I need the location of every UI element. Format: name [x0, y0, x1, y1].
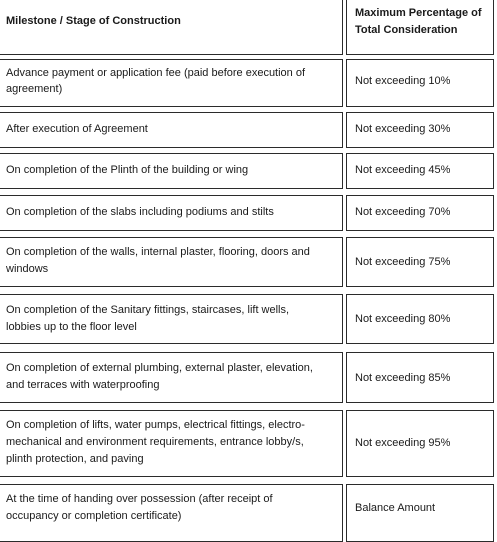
table-row [0, 352, 497, 403]
table-row [0, 112, 497, 148]
table-row [0, 484, 497, 542]
percentage-cell [346, 59, 494, 107]
header-percentage-label-line2: Total Consideration [355, 24, 458, 36]
milestone-text: windows [6, 263, 49, 275]
milestone-text: On completion of the walls, internal plaster, flooring, doors and [6, 246, 310, 258]
milestone-cell [0, 484, 343, 542]
table-row [0, 294, 497, 344]
percentage-text: Not exceeding 85% [355, 372, 451, 384]
table-row [0, 195, 497, 231]
milestone-cell [0, 410, 343, 477]
table-row [0, 410, 497, 477]
percentage-cell [346, 484, 494, 542]
milestone-text: On completion of the Sanitary fittings, staircases, lift wells, [6, 304, 290, 316]
milestone-text: Advance payment or application fee (paid before execution of [6, 67, 306, 79]
table-row [0, 59, 497, 107]
table-row [0, 237, 497, 287]
milestone-text: and terraces with waterproofing [6, 379, 160, 391]
header-cell-milestone [0, 0, 343, 55]
milestone-cell [0, 59, 343, 107]
table-row [0, 153, 497, 189]
header-milestone-label: Milestone / Stage of Construction [6, 15, 181, 27]
percentage-text: Not exceeding 80% [355, 313, 451, 325]
milestone-cell [0, 237, 343, 287]
milestone-text: mechanical and environment requirements, entrance lobby/s, [6, 436, 304, 448]
percentage-cell [346, 195, 494, 231]
table-header-row [0, 0, 497, 55]
milestone-text: agreement) [6, 83, 63, 95]
milestone-cell [0, 352, 343, 403]
percentage-text: Not exceeding 70% [355, 206, 451, 218]
percentage-cell [346, 153, 494, 189]
percentage-text: Not exceeding 95% [355, 437, 451, 449]
milestone-text: occupancy or completion certificate) [6, 510, 182, 522]
milestone-cell [0, 153, 343, 189]
milestone-cell [0, 195, 343, 231]
milestone-cell [0, 294, 343, 344]
milestone-text: lobbies up to the floor level [6, 321, 137, 333]
milestone-text: On completion of external plumbing, external plaster, elevation, [6, 362, 313, 374]
milestone-text: At the time of handing over possession (after receipt of [6, 493, 273, 505]
percentage-cell [346, 294, 494, 344]
percentage-text: Not exceeding 30% [355, 123, 451, 135]
milestone-text: On completion of the slabs including podiums and stilts [6, 206, 274, 218]
percentage-text: Balance Amount [355, 502, 436, 514]
percentage-text: Not exceeding 75% [355, 256, 451, 268]
milestone-text: After execution of Agreement [6, 123, 148, 135]
header-percentage-label-line1: Maximum Percentage of [355, 7, 482, 19]
percentage-cell [346, 352, 494, 403]
percentage-text: Not exceeding 10% [355, 75, 451, 87]
percentage-cell [346, 410, 494, 477]
milestone-text: On completion of the Plinth of the building or wing [6, 164, 249, 176]
percentage-cell [346, 237, 494, 287]
milestone-text: On completion of lifts, water pumps, electrical fittings, electro- [6, 419, 305, 431]
percentage-cell [346, 112, 494, 148]
milestone-cell [0, 112, 343, 148]
percentage-text: Not exceeding 45% [355, 164, 451, 176]
header-cell-percentage [346, 0, 494, 55]
milestone-text: plinth protection, and paving [6, 453, 144, 465]
